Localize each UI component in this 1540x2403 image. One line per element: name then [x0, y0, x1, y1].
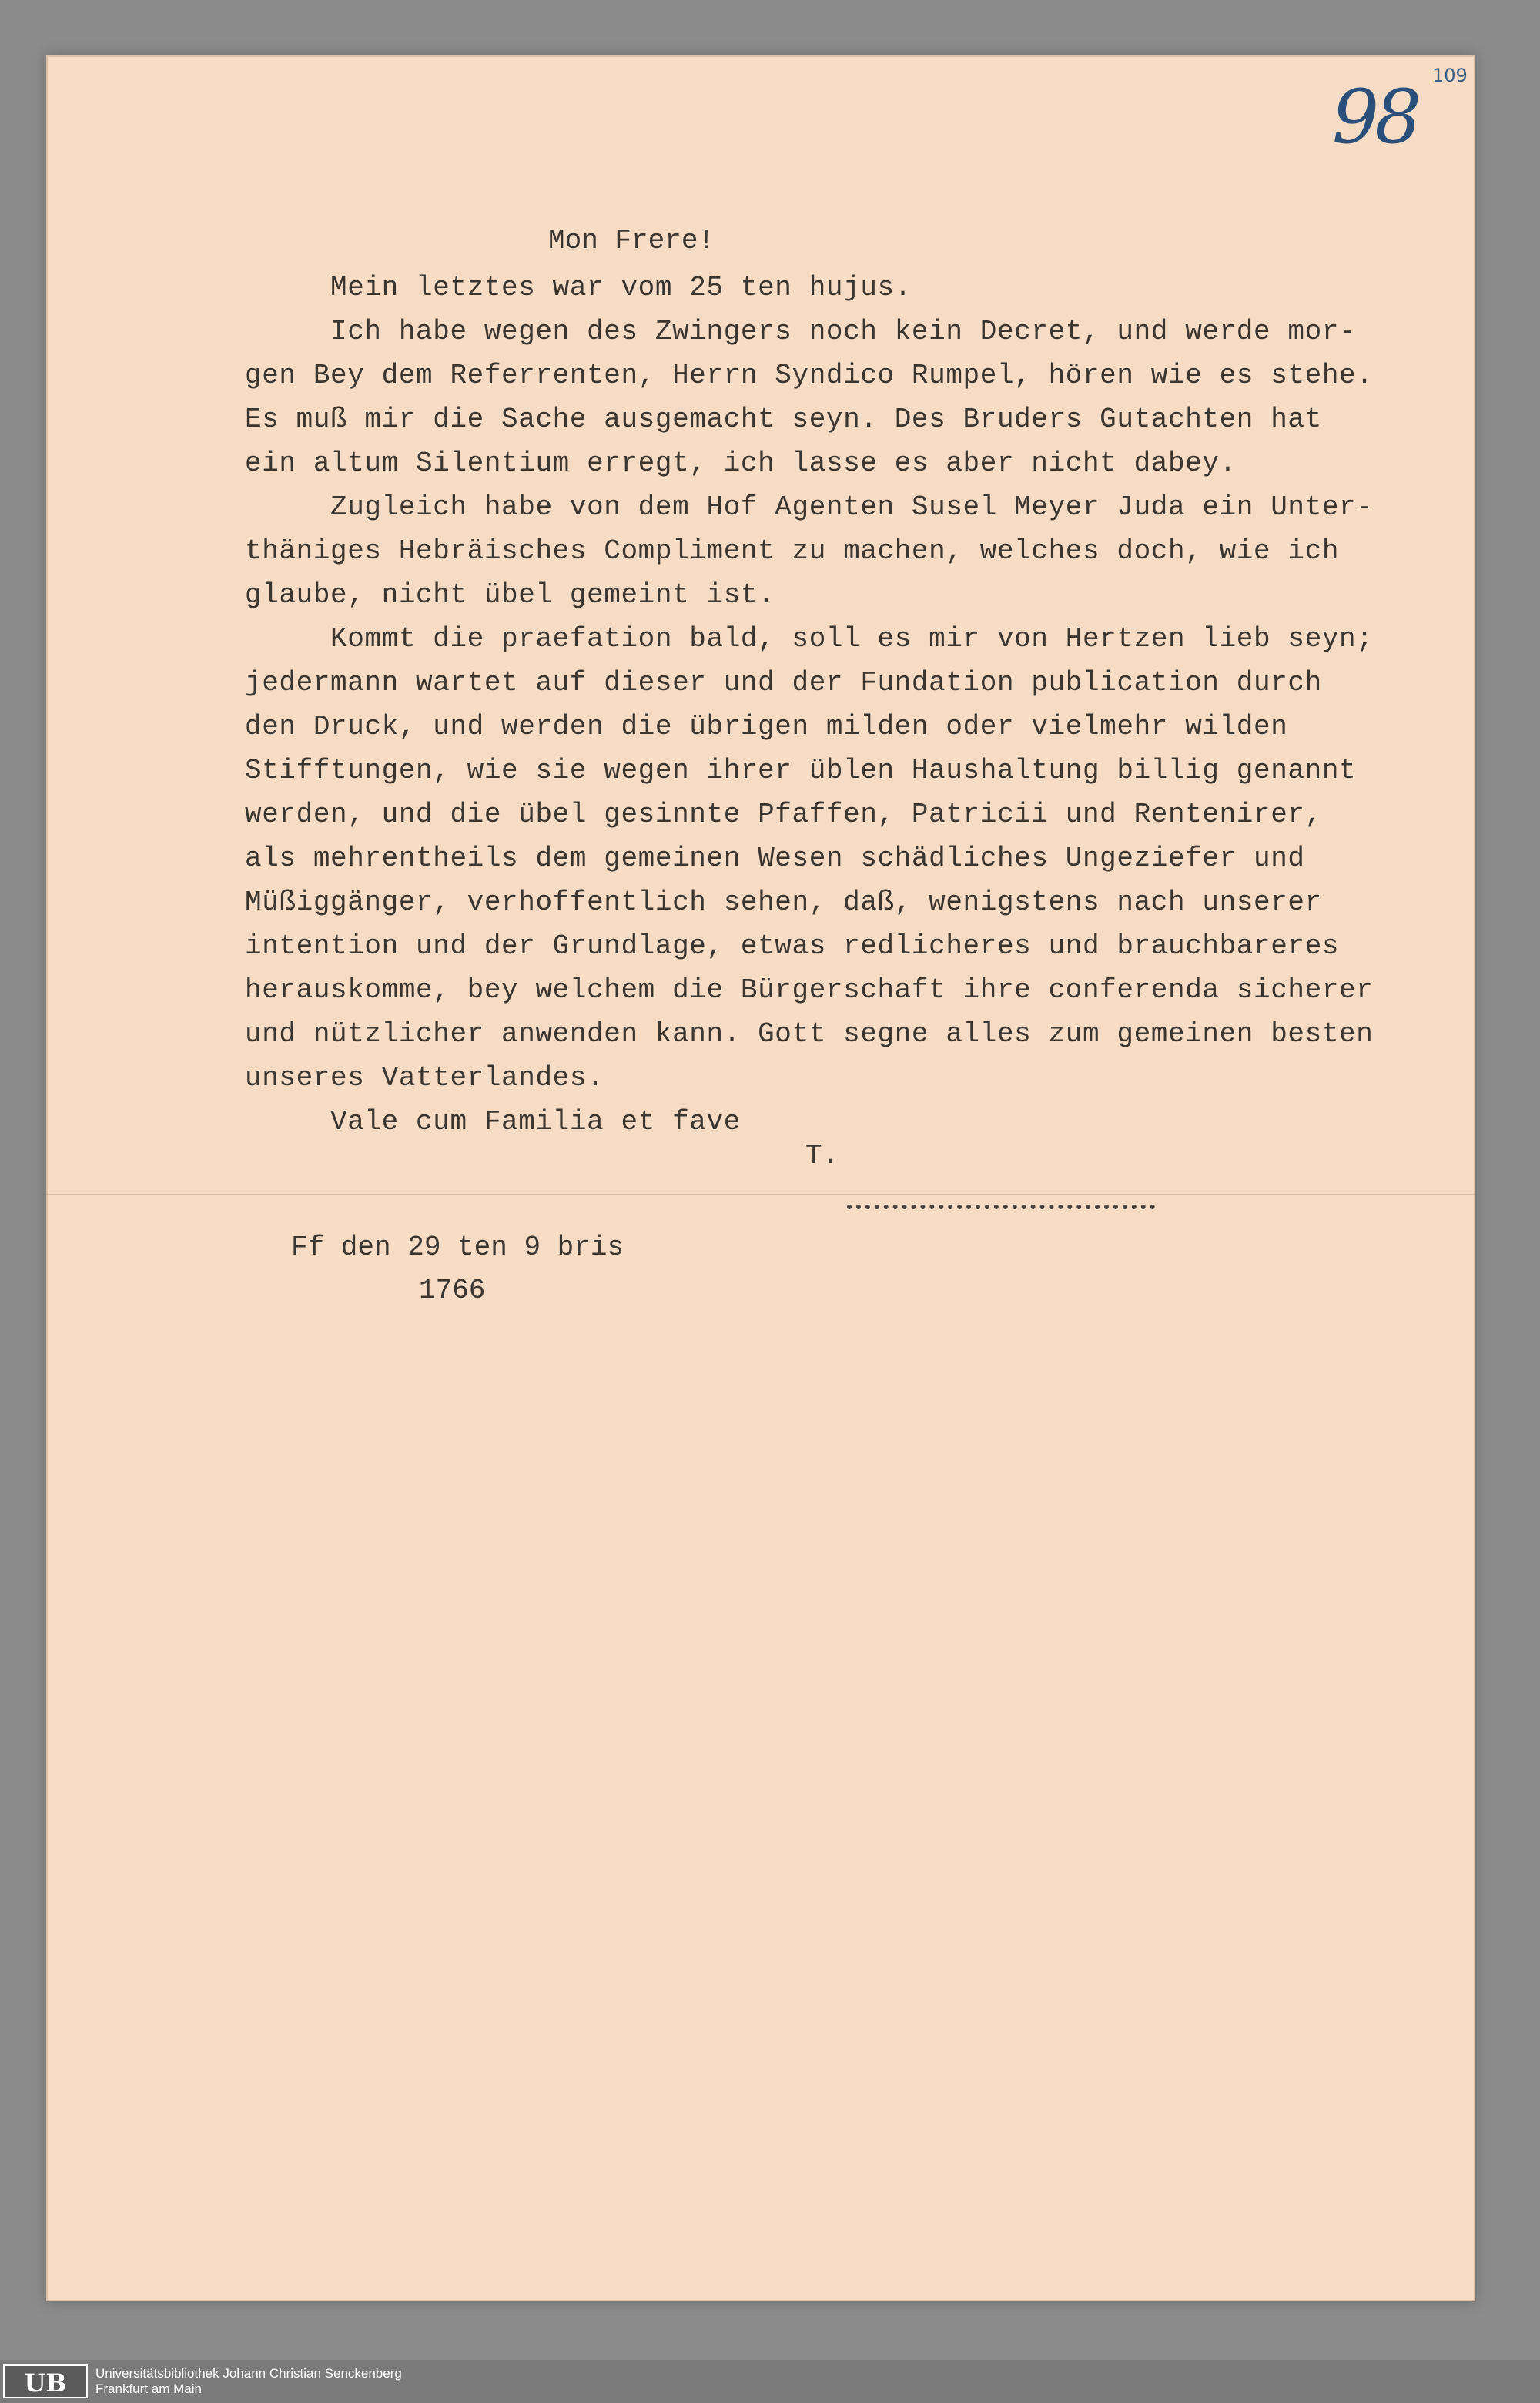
year-text: 1766	[419, 1275, 486, 1306]
letter-line: Stifftungen, wie sie wegen ihrer üblen Haushaltung billig genannt	[245, 755, 1357, 786]
letter-line: Es muß mir die Sache ausgemacht seyn. Des Bruders Gutachten hat	[245, 404, 1322, 435]
letter-line: gen Bey dem Referrenten, Herrn Syndico Rumpel, hören wie es stehe.	[245, 360, 1374, 391]
letter-line: jedermann wartet auf dieser und der Fundation publication durch	[245, 667, 1322, 699]
letter-line: thäniges Hebräisches Compliment zu machen, welches doch, wie ich	[245, 535, 1340, 567]
library-logo: UB	[3, 2364, 88, 2398]
letter-line: den Druck, und werden die übrigen milden oder vielmehr wilden	[245, 711, 1288, 742]
letter-line: Müßiggänger, verhoffentlich sehen, daß, wenigstens nach unserer	[245, 886, 1322, 918]
date-line	[291, 1226, 624, 1312]
letter-line: Kommt die praefation bald, soll es mir von Hertzen lieb seyn;	[245, 623, 1374, 655]
dotted-divider	[847, 1205, 1155, 1209]
letter-body	[245, 222, 1446, 1144]
letter-line: Zugleich habe von dem Hof Agenten Susel Meyer Juda ein Unter-	[245, 491, 1374, 523]
letter-line: glaube, nicht übel gemeint ist.	[245, 579, 775, 611]
folio-small-number: 109	[1432, 65, 1468, 86]
library-city: Frankfurt am Main	[95, 2381, 202, 2396]
folio-number	[1332, 63, 1471, 171]
letter-line: Mein letztes war vom 25 ten hujus.	[245, 272, 912, 303]
letter-line: werden, und die übel gesinnte Pfaffen, Patricii und Rentenirer,	[245, 799, 1322, 830]
date-text: Ff den 29 ten 9 bris	[291, 1232, 624, 1263]
salutation: Mon Frere!	[548, 225, 715, 256]
fold-line	[46, 1194, 1475, 1195]
letter-line: unseres Vatterlandes.	[245, 1062, 604, 1094]
letter-line: Ich habe wegen des Zwingers noch kein Decret, und werde mor-	[245, 316, 1357, 347]
letter-line: und nützlicher anwenden kann. Gott segne alles zum gemeinen besten	[245, 1018, 1374, 1050]
folio-main-number: 98	[1332, 74, 1418, 160]
letter-line: herauskomme, bey welchem die Bürgerschaft ihre conferenda sicherer	[245, 974, 1374, 1006]
letter-line: intention und der Grundlage, etwas redlicheres und brauchbareres	[245, 930, 1340, 962]
library-credit	[95, 2366, 402, 2397]
signature: T.	[805, 1140, 839, 1171]
letter-line: Vale cum Familia et fave	[245, 1106, 741, 1138]
letter-line: als mehrentheils dem gemeinen Wesen schädliches Ungeziefer und	[245, 843, 1305, 874]
letter-line: ein altum Silentium erregt, ich lasse es aber nicht dabey.	[245, 447, 1237, 479]
library-name: Universitätsbibliothek Johann Christian Senckenberg	[95, 2366, 402, 2381]
